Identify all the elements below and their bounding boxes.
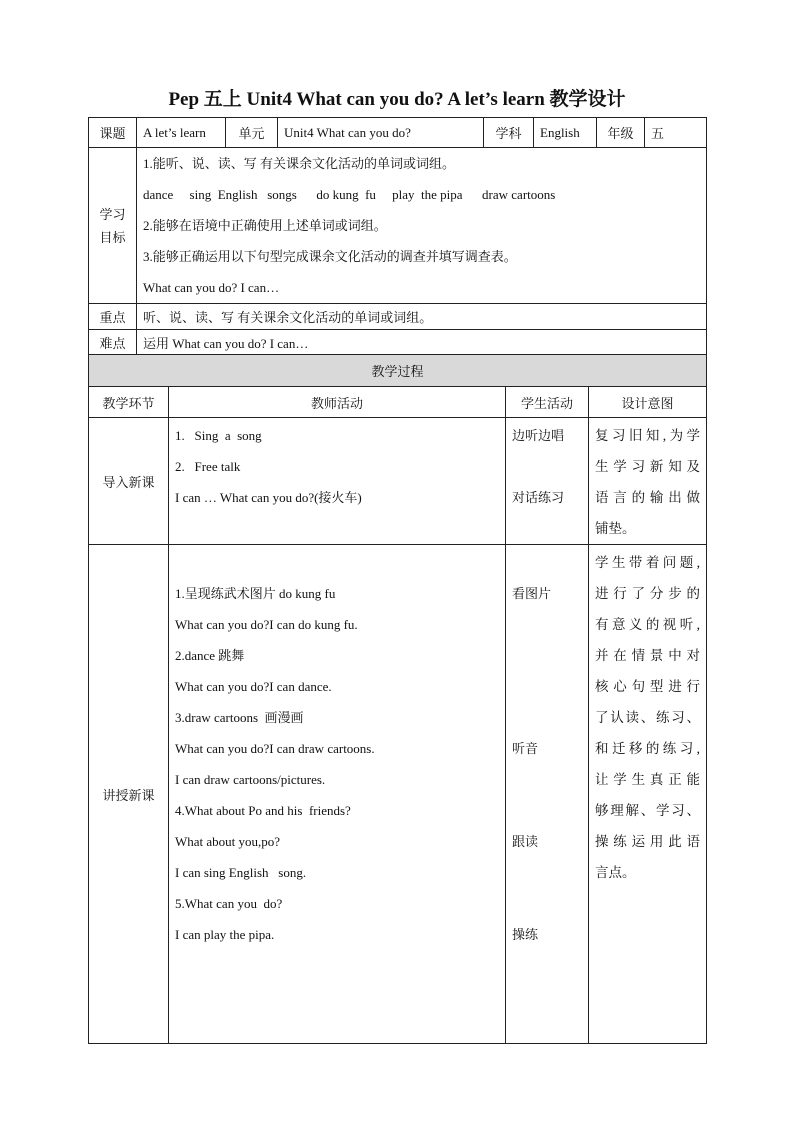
student-activity-cell [506,545,589,1044]
unit-label: 单元 [226,118,278,148]
process-columns-row [89,387,707,418]
column-header-student: 学生活动 [506,387,589,418]
student-activity-line: 对话练习 [512,490,565,505]
design-intent-line: 进行了分步的 [595,586,701,601]
student-activity-line: 边听边唱 [512,428,565,443]
design-intent-line: 复习旧知,为学 [595,428,701,443]
design-intent-line: 生学习新知及 [595,459,701,474]
objectives-label-line-1: 学习 [99,206,126,222]
student-activity-line [506,671,588,702]
student-activity-line [506,888,588,919]
process-row-intro [89,418,707,545]
teacher-activity-cell [169,418,506,545]
teacher-activity-line: What about you,po? [175,834,281,849]
subject-label: 学科 [484,118,534,148]
design-intent-line: 核心句型进行 [595,679,701,694]
objectives-row [89,148,707,304]
teacher-activity-line: What can you do?I can dance. [175,679,332,694]
teacher-activity-line: What can you do?I can do kung fu. [175,617,358,632]
student-activity-cell [506,418,589,545]
process-row-new-lesson [89,545,707,1044]
topic-value: A let’s learn [137,118,226,148]
subject-value: English [534,118,597,148]
design-intent-line: 和迁移的练习, [595,741,701,756]
design-intent-line: 学生带着问题, [595,555,701,570]
design-intent-line: 言点。 [595,865,636,880]
teacher-activity-line: I can sing English song. [175,865,307,880]
objective-line: What can you do? I can… [143,280,280,295]
objective-line: 3.能够正确运用以下句型完成课余文化活动的调查并填写调查表。 [143,249,517,264]
teacher-activity-cell [169,545,506,1044]
student-activity-line [506,609,588,640]
teacher-activity-line: 3.draw cartoons 画漫画 [175,710,304,725]
design-intent-line: 有意义的视听, [595,617,701,632]
student-activity-line: 操练 [512,927,539,942]
teacher-activity-line: 5.What can you do? [175,896,283,911]
student-activity-line [506,857,588,888]
teacher-activity-line: 1.呈现练武术图片 do kung fu [175,586,336,601]
process-heading: 教学过程 [89,355,707,387]
difficult-points-row [89,330,707,356]
difficult-points-label: 难点 [89,330,137,356]
design-intent-cell [589,418,707,545]
grade-label: 年级 [597,118,645,148]
design-intent-line: 够理解、学习、 [595,803,701,818]
teacher-activity-line: 1. Sing a song [175,428,262,443]
process-heading-row [89,355,707,387]
design-intent-cell [589,545,707,1044]
teacher-activity-line: I can … What can you do?(接火车) [175,490,362,505]
design-intent-line: 操练运用此语 [595,834,701,849]
design-intent-line: 铺垫。 [595,521,636,536]
student-activity-line: 看图片 [512,586,552,601]
teacher-activity-line: 2. Free talk [175,459,241,474]
student-activity-line [506,640,588,671]
objective-line: 1.能听、说、读、写 有关课余文化活动的单词或词组。 [143,156,456,171]
grade-value: 五 [645,118,707,148]
teacher-activity-line: I can draw cartoons/pictures. [175,772,326,787]
lesson-info-table [88,117,707,356]
unit-value: Unit4 What can you do? [278,118,484,148]
design-intent-line: 让学生真正能 [595,772,701,787]
column-header-stage: 教学环节 [89,387,169,418]
student-activity-line [506,795,588,826]
topic-label: 课题 [89,118,137,148]
student-activity-line [506,451,588,482]
student-activity-line [506,764,588,795]
student-activity-line: 听音 [512,741,539,756]
teacher-activity-line: I can play the pipa. [175,927,275,942]
design-intent-line: 并在情景中对 [595,648,701,663]
teacher-activity-line: What can you do?I can draw cartoons. [175,741,375,756]
stage-cell: 讲授新课 [89,545,169,1044]
difficult-points-value: 运用 What can you do? I can… [137,330,707,356]
design-intent-line: 语言的输出做 [595,490,701,505]
objective-line: 2.能够在语境中正确使用上述单词或词组。 [143,218,387,233]
teaching-process-table [88,354,707,1044]
objectives-label-line-2: 目标 [99,229,126,245]
teacher-activity-line: 4.What about Po and his friends? [175,803,351,818]
design-intent-line: 了认读、练习、 [595,710,701,725]
column-header-teacher: 教师活动 [169,387,506,418]
student-activity-line [506,702,588,733]
objectives-content [137,148,707,304]
stage-cell: 导入新课 [89,418,169,545]
column-header-intent: 设计意图 [589,387,707,418]
key-points-value: 听、说、读、写 有关课余文化活动的单词或词组。 [137,304,707,330]
objectives-label [89,148,137,304]
teacher-activity-line: 2.dance 跳舞 [175,648,245,663]
student-activity-line [506,547,588,578]
topic-row [89,118,707,148]
key-points-row [89,304,707,330]
key-points-label: 重点 [89,304,137,330]
document-title: Pep 五上 Unit4 What can you do? A let’s learn 教学设计 [168,89,626,110]
student-activity-line: 跟读 [512,834,539,849]
objective-line: dance sing English songs do kung fu play the pipa draw cartoons [143,187,556,202]
